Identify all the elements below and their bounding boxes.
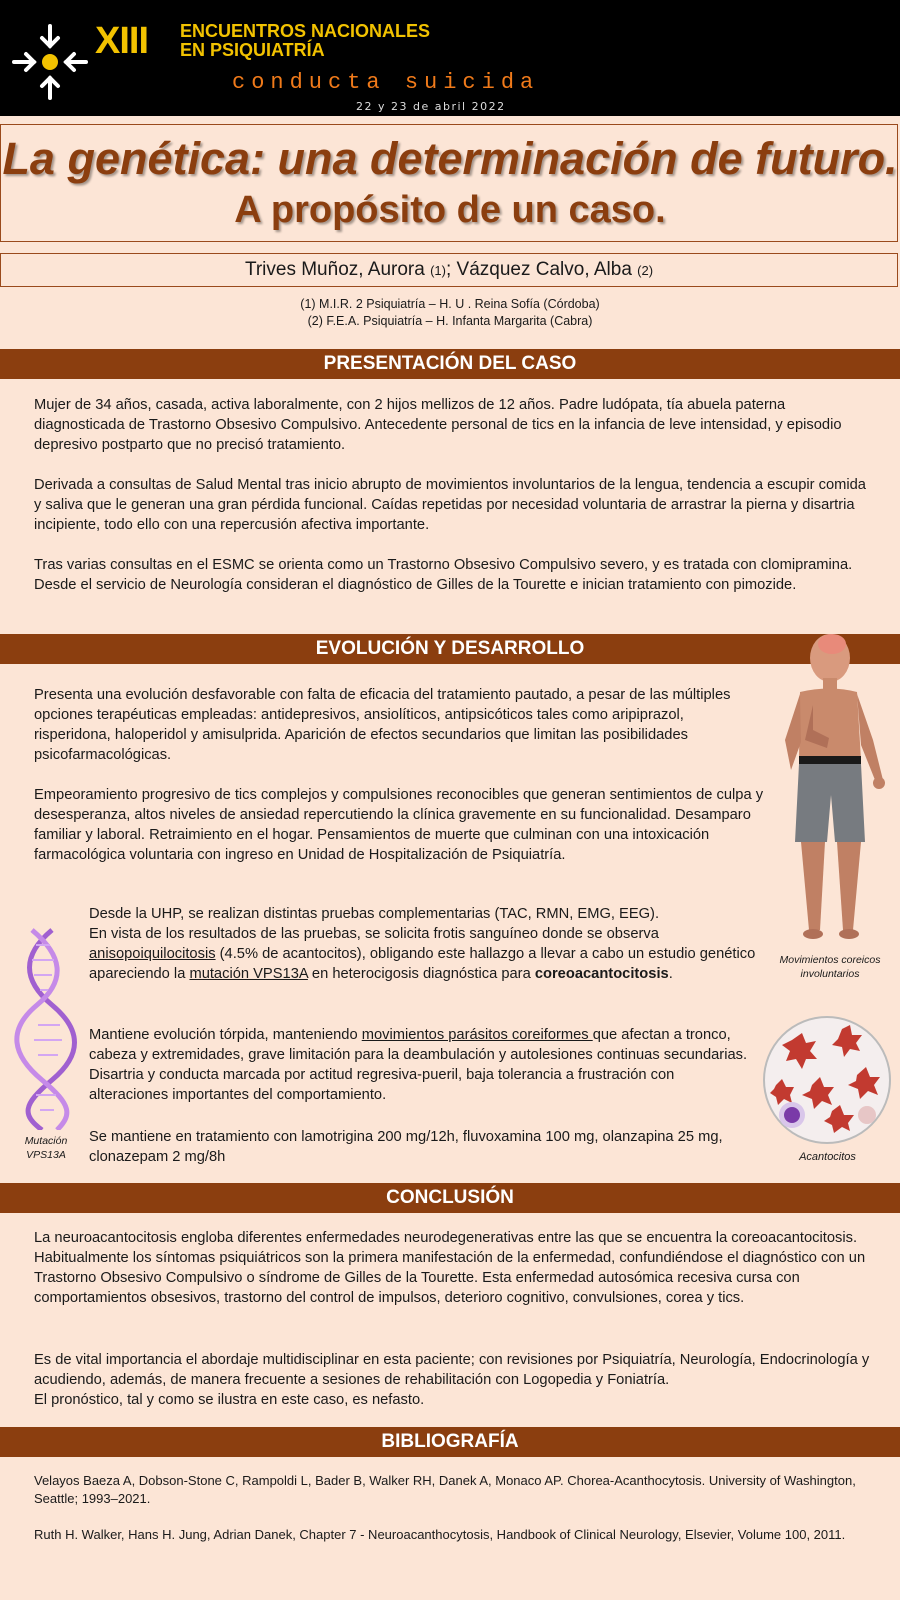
author-1: Trives Muñoz, Aurora [244, 259, 425, 280]
affiliation-2: (2) F.E.A. Psiquiatría – H. Infanta Margarita (Cabra) [307, 314, 593, 328]
author-1-ref: (1) [430, 263, 446, 278]
section-heading-conclusion: CONCLUSIÓN [0, 1183, 900, 1213]
congress-header [0, 0, 900, 116]
term-mutacion-vps13a: mutación VPS13A [189, 966, 308, 982]
evolucion-p3-line-a: Desde la UHP, se realizan distintas pruebas complementarias (TAC, RMN, EMG, EEG). [89, 906, 660, 922]
evolucion-p3-c: (4.5% de acantocitos), obligando este hallazgo a llevar a cabo un estudio genético apareciendo la [89, 946, 756, 982]
evolucion-p4-b: que afectan a tronco, cabeza y extremidades, grave limitación para la deambulación y autolesiones continuas secundarias. Disartria y conducta marcada por actitud regresiva-pueril, baja tolerancia a frustración con alteraciones importantes del comportamiento. [89, 1027, 748, 1103]
authors [0, 253, 898, 287]
evolucion-paragraph-2: Empeoramiento progresivo de tics complejos y compulsiones reconocibles que generan sentimientos de culpa y desesperanza, altos niveles de ansiedad repercutiendo la clínica gravemente en su funcionalidad. Desamparo familiar y laboral. Retraimiento en el hogar. Pensamientos de muerte que culminan con una intoxicación farmacológica voluntaria con ingreso en Unidad de Hospitalización de Psiquiatría. [34, 787, 764, 863]
dna-helix-illustration [12, 925, 82, 1130]
caption-movimientos: Movimientos coreicos involuntarios [779, 954, 881, 980]
presentacion-paragraph-2: Derivada a consultas de Salud Mental tras inicio abrupto de movimientos involuntarios de la lengua, tendencia a escupir comida y saliva que le generan una gran pérdida funcional. Caídas repetidas por necesidad voluntaria de arrastrar la pierna y disartria incipiente, todo ello con una repercusión afectiva importante. [34, 477, 866, 533]
author-2-ref: (2) [637, 263, 654, 278]
conclusion-paragraph-3: El pronóstico, tal y como se ilustra en este caso, es nefasto. [34, 1392, 425, 1408]
section-heading-presentacion: PRESENTACIÓN DEL CASO [0, 349, 900, 379]
evolucion-p3-b: En vista de los resultados de las pruebas, se solicita frotis sanguíneo donde se observa [89, 926, 659, 942]
presentacion-paragraph-3: Tras varias consultas en el ESMC se orienta como un Trastorno Obsesivo Compulsivo severo, y es tratada con clomipramina. Desde el servicio de Neurología consideran el diagnóstico de Gilles de la Tourette e inician tratamiento con pimozide. [34, 557, 853, 593]
elderly-man-illustration [765, 630, 895, 950]
congress-name [180, 22, 430, 60]
caption-acantocitos: Acantocitos [799, 1151, 856, 1163]
congress-name-line1: ENCUENTROS NACIONALES [180, 21, 431, 41]
evolucion-paragraph-1: Presenta una evolución desfavorable con falta de eficacia del tratamiento pautado, a pesar de las múltiples opciones terapéuticas empleadas: antidepresivos, ansiolíticos, antipsicóticos tales como aripiprazol, risperidona, haloperidol y amisulprida. Aparición de efectos secundarios que limitan las posibilidades psicofarmacológicas. [34, 687, 731, 763]
title-line-1: La genética: una determinación de futuro. [2, 133, 898, 184]
conclusion-paragraph-1: La neuroacantocitosis engloba diferentes enfermedades neurodegenerativas entre las que se encuentra la coreoacantocitosis. Habitualmente los síntomas psiquiátricos son la primera manifestación de la enfermedad, confundiéndose el diagnóstico con un Trastorno Obsesivo Compulsivo o síndrome de Gilles de la Tourette. Esta enfermedad autosómica recesiva cursa con comportamientos obsesivos, trastorno del control de impulsos, deterioro cognitivo, convulsiones, corea y tics. [34, 1230, 866, 1306]
title-line-2: A propósito de un caso. [234, 189, 666, 231]
evolucion-paragraph-3 [89, 904, 765, 984]
acanthocytes-illustration [762, 1015, 892, 1145]
affiliation-1: (1) M.I.R. 2 Psiquiatría – H. U . Reina Sofía (Córdoba) [300, 297, 600, 311]
arrows-converging-logo [10, 18, 90, 102]
congress-dates: 22 y 23 de abril 2022 [356, 100, 506, 113]
congress-number: XIII [95, 20, 149, 62]
bibliography-ref-1: Velayos Baeza A, Dobson-Stone C, Rampoldi L, Bader B, Walker RH, Danek A, Monaco AP. Chorea-Acanthocytosis. University of Washington, Seattle; 1993–2021. [34, 1473, 856, 1506]
evolucion-p4-a: Mantiene evolución tórpida, manteniendo [89, 1027, 362, 1043]
term-anisopoiquilocitosis: anisopoiquilocitosis [89, 946, 216, 962]
evolucion-paragraph-4 [89, 1025, 754, 1105]
evolucion-p3-e: . [668, 966, 673, 982]
congress-theme: conducta suicida [232, 70, 540, 95]
author-2: Vázquez Calvo, Alba [456, 259, 632, 280]
section-heading-evolucion: EVOLUCIÓN Y DESARROLLO [0, 634, 900, 664]
bibliography-ref-2: Ruth H. Walker, Hans H. Jung, Adrian Danek, Chapter 7 - Neuroacanthocytosis, Handbook of Clinical Neurology, Elsevier, Volume 100, 2011. [34, 1527, 846, 1542]
evolucion-p3-body [89, 924, 765, 984]
poster-title [0, 124, 898, 242]
presentacion-paragraph-1: Mujer de 34 años, casada, activa laboralmente, con 2 hijos mellizos de 12 años. Padre ludópata, tía abuela paterna diagnosticada de Trastorno Obsesivo Compulsivo. Antecedente personal de tics en la infancia de leve intensidad, y episodio depresivo postparto que no precisó tratamiento. [34, 397, 842, 453]
authors-separator: ; [445, 259, 452, 280]
section-heading-bibliografia: BIBLIOGRAFÍA [0, 1427, 900, 1457]
term-coreoacantocitosis: coreoacantocitosis [534, 966, 669, 982]
term-movimientos-parasitos: movimientos parásitos coreiformes [361, 1027, 593, 1043]
evolucion-p3-d: en heterocigosis diagnóstica para [307, 966, 535, 982]
evolucion-paragraph-5: Se mantiene en tratamiento con lamotrigina 200 mg/12h, fluvoxamina 100 mg, olanzapina 25 mg, clonazepam 2 mg/8h [89, 1129, 723, 1165]
congress-name-line2: EN PSIQUIATRÍA [180, 40, 325, 60]
conclusion-paragraph-2: Es de vital importancia el abordaje multidisciplinar en esta paciente; con revisiones por Psiquiatría, Neurología, Endocrinología y acudiendo, además, de manera frecuente a sesiones de rehabilitación con Logopedia y Foniatría. [34, 1352, 870, 1388]
caption-mutacion: Mutación VPS13A [24, 1135, 68, 1161]
